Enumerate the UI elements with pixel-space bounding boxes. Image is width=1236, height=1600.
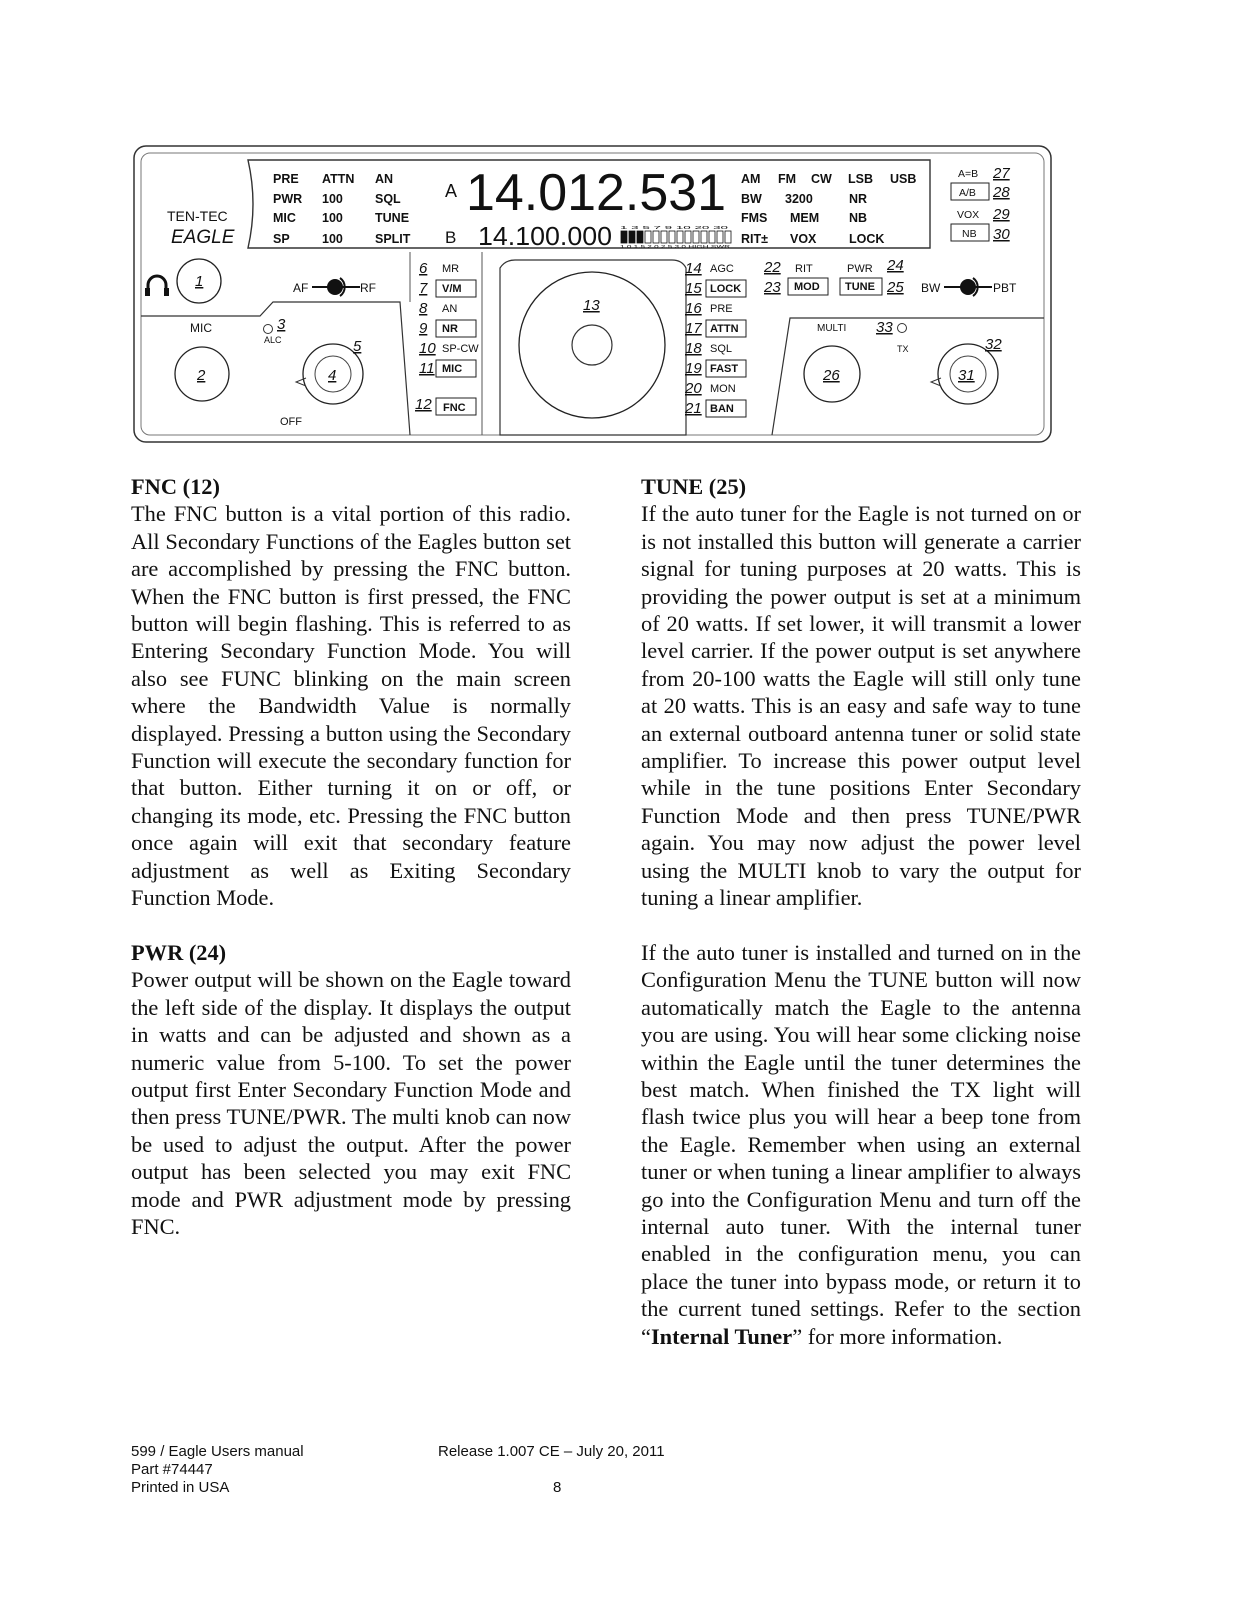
center-label-11: MIC bbox=[442, 363, 463, 375]
mid-button-column bbox=[684, 260, 746, 417]
mid-label-17: ATTN bbox=[710, 323, 739, 335]
vfo-b-label: B bbox=[445, 228, 457, 247]
lcd-lsb: LSB bbox=[848, 172, 873, 186]
alc-label: ALC bbox=[264, 335, 282, 345]
center-num-8: 8 bbox=[419, 300, 428, 317]
center-label-10: SP-CW bbox=[442, 343, 479, 355]
mid-label-20: MON bbox=[710, 383, 736, 395]
s-meter-segment bbox=[701, 231, 707, 243]
lcd-left-indicators bbox=[273, 172, 411, 246]
label-num-13: 13 bbox=[583, 297, 600, 314]
center-label-8: AN bbox=[442, 303, 458, 315]
label-num-24: 24 bbox=[887, 257, 904, 274]
internal-tuner-reference: Internal Tuner bbox=[650, 1323, 793, 1349]
btn-ab-equal-label: A=B bbox=[958, 168, 979, 180]
s-meter-segment bbox=[725, 231, 731, 243]
tune-paragraph-2-end: ” for more information. bbox=[792, 1323, 1003, 1349]
label-num-26: 26 bbox=[823, 367, 840, 384]
lcd-bw: BW bbox=[741, 192, 762, 206]
tune-label: TUNE bbox=[845, 281, 875, 293]
btn-27-number: 27 bbox=[993, 165, 1010, 182]
bw-pbt-knob-icon bbox=[944, 278, 992, 296]
center-num-11: 11 bbox=[419, 360, 435, 377]
brand-eagle: EAGLE bbox=[171, 227, 235, 248]
lcd-sql: SQL bbox=[375, 192, 401, 206]
lcd-an: AN bbox=[375, 172, 394, 186]
bw-label: BW bbox=[921, 281, 941, 295]
lcd-tune: TUNE bbox=[375, 211, 410, 225]
mid-num-15: 15 bbox=[685, 280, 702, 297]
mid-num-21: 21 bbox=[685, 400, 702, 417]
lcd-fms: FMS bbox=[741, 211, 768, 225]
multi-label: MULTI bbox=[817, 323, 847, 334]
tx-led bbox=[898, 324, 907, 333]
fnc-heading: FNC (12) bbox=[131, 474, 220, 499]
tune-paragraph-2 bbox=[641, 939, 1081, 1350]
meter-scale-top: 1 3 5 7 9 10 20 30 bbox=[620, 225, 730, 230]
lcd-split: SPLIT bbox=[375, 232, 411, 246]
lcd-usb: USB bbox=[890, 172, 917, 186]
s-meter-segment bbox=[709, 231, 715, 243]
label-num-3: 3 bbox=[277, 316, 286, 333]
center-label-7: V/M bbox=[442, 283, 462, 295]
s-meter-segment bbox=[717, 231, 723, 243]
label-num-33: 33 bbox=[876, 319, 893, 336]
label-num-2: 2 bbox=[197, 367, 206, 384]
tune-heading: TUNE (25) bbox=[641, 474, 747, 499]
s-meter-segment bbox=[653, 231, 659, 243]
btn-30-number: 30 bbox=[993, 226, 1010, 243]
s-meter-segment bbox=[661, 231, 667, 243]
fnc-paragraph: The FNC button is a vital portion of this radio. All Secondary Functions of the Eagles button set are accomplished by pressing the FNC button. When the FNC button is first pressed, the FNC button will begin flashing. This is referred to as Entering Secondary Function Mode. You will also see FUNC blinking on the main screen where the Bandwidth Value is normally displayed. Pressing a button using the Secondary Function will execute the secondary function for that button. Either turning it on or off, or changing its mode, etc. Pressing the FNC button once again will exit that secondary feature adjustment as well as Exiting Secondary Function Mode. bbox=[131, 501, 571, 911]
mid-label-15: LOCK bbox=[710, 283, 742, 295]
vfo-b-frequency: 14.100.000 bbox=[478, 221, 612, 251]
lcd-fm: FM bbox=[778, 172, 797, 186]
rf-label: RF bbox=[360, 281, 376, 295]
mid-num-19: 19 bbox=[685, 360, 702, 377]
lcd-mem: MEM bbox=[790, 211, 820, 225]
s-meter-segment bbox=[621, 231, 627, 243]
lcd-rit: RIT± bbox=[741, 232, 768, 246]
center-num-12: 12 bbox=[415, 396, 432, 413]
center-label-12: FNC bbox=[443, 402, 466, 414]
alc-led bbox=[264, 325, 273, 334]
footer-manual-title: 599 / Eagle Users manual bbox=[131, 1443, 304, 1460]
label-num-5: 5 bbox=[353, 338, 362, 355]
mod-label: MOD bbox=[794, 281, 820, 293]
s-meter-segment bbox=[693, 231, 699, 243]
center-label-6: MR bbox=[442, 263, 460, 275]
label-num-4: 4 bbox=[328, 367, 337, 384]
meter-scale-bottom: 1.0 1.5 2.0 2.5 3.0 HIGH SWR bbox=[620, 244, 732, 249]
rit-label: RIT bbox=[795, 263, 813, 275]
center-button-column bbox=[415, 260, 479, 415]
s-meter-segment bbox=[669, 231, 675, 243]
af-rf-knob-icon bbox=[312, 278, 360, 296]
center-num-6: 6 bbox=[419, 260, 428, 277]
mid-label-21: BAN bbox=[710, 403, 734, 415]
lcd-bw-value: 3200 bbox=[785, 192, 813, 206]
mid-label-18: SQL bbox=[710, 343, 733, 355]
vfo-a-label: A bbox=[445, 181, 458, 201]
center-num-7: 7 bbox=[419, 280, 428, 297]
mid-num-14: 14 bbox=[685, 260, 702, 277]
lcd-vox: VOX bbox=[790, 232, 817, 246]
left-column bbox=[131, 473, 571, 1240]
tune-paragraph-2-text: If the auto tuner is installed and turned on in the Configuration Menu the TUNE button will now automatically match the Eagle to the antenna you are using. You will hear some clicking noise within the Eagle until the tuner determines the best match. When finished the TX light will flash twice plus you will hear a beep tone from the Eagle. Remember when using an external tuner or when tuning a linear amplifier to always go into the Configuration Menu and turn off the internal auto tuner. With the internal tuner enabled in the configuration menu, you can place the tuner into bypass mode, or return it to the current tuned settings. Refer to the section “ bbox=[641, 939, 1081, 1349]
lcd-right-indicators bbox=[741, 172, 916, 246]
main-dial-frame bbox=[500, 260, 686, 435]
headphone-icon bbox=[145, 276, 169, 296]
lcd-sp-value: 100 bbox=[322, 232, 343, 246]
s-meter-segment bbox=[629, 231, 635, 243]
footer-left bbox=[131, 1443, 304, 1497]
btn-vox-label: VOX bbox=[957, 209, 980, 221]
main-tuning-dial-13[interactable] bbox=[519, 272, 665, 418]
mid-num-18: 18 bbox=[685, 340, 702, 357]
mic-label: MIC bbox=[190, 321, 212, 335]
footer-release: Release 1.007 CE – July 20, 2011 bbox=[438, 1443, 665, 1460]
af-label: AF bbox=[293, 281, 309, 295]
s-meter bbox=[621, 231, 731, 243]
right-column bbox=[641, 473, 1081, 1350]
mid-label-14: AGC bbox=[710, 263, 734, 275]
lcd-cw: CW bbox=[811, 172, 832, 186]
label-num-32: 32 bbox=[985, 336, 1002, 353]
s-meter-segment bbox=[677, 231, 683, 243]
s-meter-segment bbox=[637, 231, 643, 243]
lcd-mic: MIC bbox=[273, 211, 296, 225]
mid-label-19: FAST bbox=[710, 363, 739, 375]
label-num-23: 23 bbox=[764, 279, 781, 296]
label-num-31: 31 bbox=[958, 367, 975, 384]
lcd-sp: SP bbox=[273, 232, 290, 246]
lcd-attn: ATTN bbox=[322, 172, 355, 186]
s-meter-segment bbox=[685, 231, 691, 243]
front-panel-diagram bbox=[0, 0, 1236, 460]
s-meter-segment bbox=[645, 231, 651, 243]
footer-printed: Printed in USA bbox=[131, 1479, 230, 1496]
vfo-a-frequency: 14.012.531 bbox=[466, 164, 726, 222]
lcd-pwr: PWR bbox=[273, 192, 303, 206]
btn-ab-label: A/B bbox=[959, 187, 976, 199]
tx-label: TX bbox=[897, 344, 909, 354]
center-num-9: 9 bbox=[419, 320, 428, 337]
lcd-am: AM bbox=[741, 172, 761, 186]
mid-num-17: 17 bbox=[685, 320, 702, 337]
mid-num-20: 20 bbox=[685, 380, 702, 397]
lcd-lock: LOCK bbox=[849, 232, 885, 246]
btn-28-number: 28 bbox=[993, 184, 1010, 201]
tune-paragraph-1: If the auto tuner for the Eagle is not turned on or is not installed this button will generate a carrier signal for tuning purposes at 20 watts. This is providing the power output is set at a minimum of 20 watts. If set lower, it will transmit a lower level carrier. If the power output is set anywhere from 20-100 watts the Eagle will still only tune at 20 watts. This is an easy and safe way to tune an external outboard antenna tuner or solid state amplifier. To increase this power output level while in the tune positions Enter Secondary Function Mode and then press TUNE/PWR again. You may now adjust the power level using the MULTI knob to vary the output for tuning a linear amplifier. bbox=[641, 501, 1081, 911]
footer-part-number: Part #74447 bbox=[131, 1461, 213, 1478]
center-label-9: NR bbox=[442, 323, 458, 335]
mid-num-16: 16 bbox=[685, 300, 702, 317]
pwr-heading: PWR (24) bbox=[131, 939, 227, 965]
page-number: 8 bbox=[553, 1479, 562, 1496]
label-num-25: 25 bbox=[887, 279, 904, 296]
mid-label-16: PRE bbox=[710, 303, 733, 315]
center-num-10: 10 bbox=[419, 340, 436, 357]
label-num-22: 22 bbox=[764, 259, 781, 276]
lcd-pwr-value: 100 bbox=[322, 192, 343, 206]
off-label: OFF bbox=[280, 416, 302, 428]
lcd-nr: NR bbox=[849, 192, 868, 206]
pbt-label: PBT bbox=[993, 281, 1017, 295]
label-num-1: 1 bbox=[195, 273, 204, 290]
pwr-paragraph: Power output will be shown on the Eagle toward the left side of the display. It displays the output in watts and can be adjusted and shown as a numeric value from 5-100. To set the power output first Enter Secondary Function Mode and then press TUNE/PWR. The multi knob can now be used to adjust the output. After the power output has been selected you may exit FNC mode and PWR adjustment mode by pressing FNC. bbox=[131, 967, 571, 1239]
brand-ten-tec: TEN-TEC bbox=[167, 208, 228, 224]
pwr-label: PWR bbox=[847, 263, 873, 275]
lcd-pre: PRE bbox=[273, 172, 299, 186]
btn-29-number: 29 bbox=[993, 206, 1010, 223]
btn-nb-label: NB bbox=[962, 228, 977, 240]
lcd-nb: NB bbox=[849, 211, 868, 225]
lcd-mic-value: 100 bbox=[322, 211, 343, 225]
